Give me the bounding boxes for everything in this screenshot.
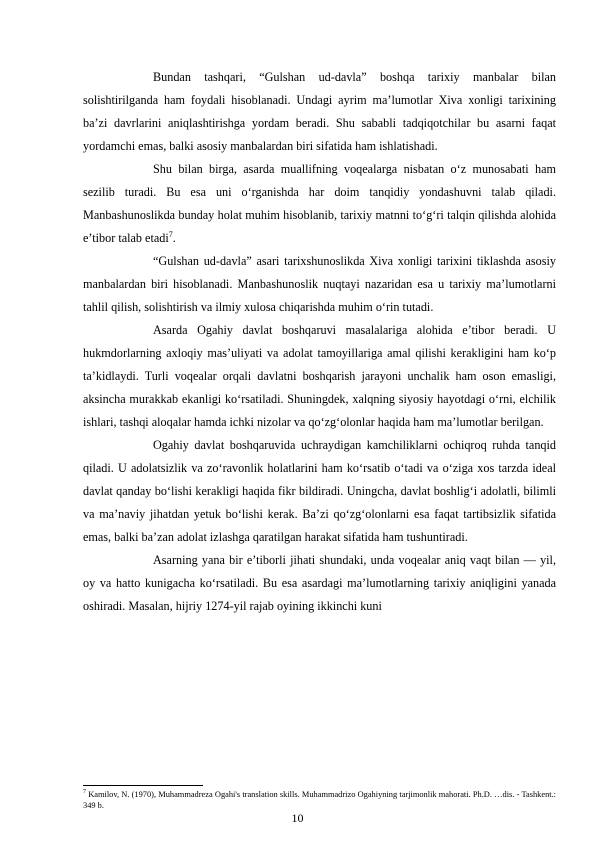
- footnote-marker: 7: [83, 789, 86, 796]
- paragraph-6: Asarning yana bir e’tiborli jihati shundaki, unda voqealar aniq vaqt bilan — yil, oy va hatto kunigacha ko‘rsatiladi. Bu esa asardagi ma’lumotlarning tarixiy aniqligini yanada oshiradi. Masalan, hijriy 1274-yil rajab oyining ikkinchi kuni: [83, 553, 556, 613]
- paragraph-2: [83, 158, 556, 250]
- paragraph-2-end: .: [172, 231, 176, 245]
- paragraph-3: “Gulshan ud-davla” asari tarixshunoslikda Xiva xonligi tarixini tiklashda asosiy manbalardan biri hisoblanadi. Manbashunoslik nuqtayi nazaridan esa u tarixiy ma’lumotlarni tahlil qilish, solishtirish va ilmiy xulosa chiqarishda muhim o‘rin tutadi.: [83, 254, 556, 314]
- paragraph-4: Asarda Ogahiy davlat boshqaruvi masalalariga alohida e’tibor beradi. U hukmdorlarning axloqiy mas’uliyati va adolat tamoyillariga amal qilishi kerakligini ham ko‘p ta’kidlaydi. Turli voqealar orqali davlatni boshqarish jarayoni unchalik ham oson emasligi, aksincha murakkab ekanligi ko‘rsatiladi. Shuningdek, xalqning siyosiy hayotdagi o‘rni, elchilik ishlari, tashqi aloqalar hamda ichki nizolar va qo‘zg‘olonlar haqida ham ma’lumotlar berilgan.: [83, 323, 556, 429]
- footnote-reference[interactable]: 7: [168, 229, 173, 239]
- footnote-text: Kamilov, N. (1970), Muhammadreza Ogahi's translation skills. Muhammadrizo Ogahiyning tarjimonlik mahorati. Ph.D. …dis. - Tashkent.: 349 b.: [83, 790, 556, 810]
- footnote-divider: [83, 785, 203, 786]
- paragraph-2-text: Shu bilan birga, asarda muallifning voqealarga nisbatan o‘z munosabati ham sezilib turadi. Bu esa uni o‘rganishda har doim tanqidiy yondashuvni talab qiladi. Manbashunoslikda bunday holat muhim hisoblanib, tarixiy matnni to‘g‘ri talqin qilishda alohida e’tibor talab etadi: [83, 162, 556, 245]
- paragraph-5: Ogahiy davlat boshqaruvida uchraydigan kamchiliklarni ochiqroq ruhda tanqid qiladi. U adolatsizlik va zo‘ravonlik holatlarini ham ko‘rsatib o‘tadi va o‘ziga xos tarzda ideal davlat qanday bo‘lishi kerakligi haqida fikr bildiradi. Uningcha, davlat boshlig‘i adolatli, bilimli va ma’naviy jihatdan yetuk bo‘lishi kerak. Ba’zi qo‘zg‘olonlarni esa faqat tartibsizlik sifatida emas, balki ba’zan adolat izlashga qaratilgan harakat sifatida ham tushuntiradi.: [83, 438, 556, 544]
- body-text: [83, 66, 556, 618]
- footnote: [83, 789, 556, 811]
- paragraph-1: Bundan tashqari, “Gulshan ud-davla” boshqa tarixiy manbalar bilan solishtirilganda ham foydali hisoblanadi. Undagi ayrim ma’lumotlar Xiva xonligi tarixining ba’zi davrlarini aniqlashtirishga yordam beradi. Shu sababli tadqiqotchilar bu asarni faqat yordamchi emas, balki asosiy manbalardan biri sifatida ham ishlatishadi.: [83, 70, 556, 153]
- page-number: 10: [291, 811, 304, 825]
